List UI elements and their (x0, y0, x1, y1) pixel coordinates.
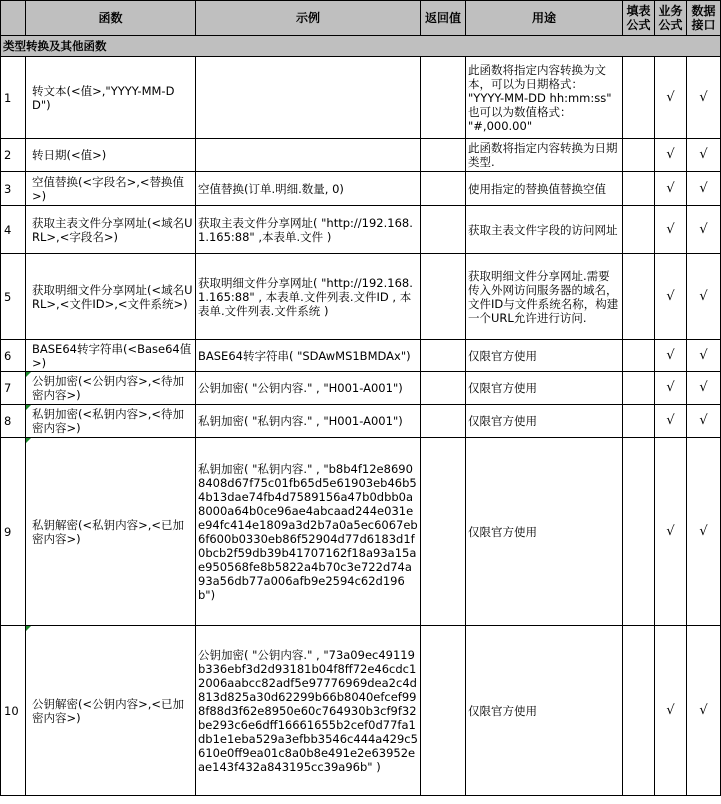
business-formula-check: √ (655, 254, 687, 340)
usage-cell: 此函数将指定内容转换为文本，可以为日期格式： "YYYY-MM-DD hh:mm:ss" 也可以为数值格式： "#,000.00" (466, 57, 623, 139)
function-cell (26, 405, 196, 438)
return-cell (421, 340, 466, 372)
business-formula-check: √ (655, 57, 687, 139)
data-interface-check: √ (687, 372, 721, 405)
row-number: 10 (1, 626, 26, 796)
table-row (1, 438, 721, 626)
example-cell: 空值替换(订单.明细.数量, 0) (196, 172, 421, 206)
fill-formula-check (623, 340, 655, 372)
header-return: 返回值 (421, 1, 466, 36)
header-num (1, 1, 26, 36)
comment-marker (26, 405, 31, 410)
fill-formula-check (623, 626, 655, 796)
return-cell (421, 57, 466, 139)
row-number: 5 (1, 254, 26, 340)
return-cell (421, 438, 466, 626)
example-cell: 公钥加密( "公钥内容." , "73a09ec49119b336ebf3d2d93181b04f8ff72e46cdc12006aabcc82adf5e97776969dea2c4d813d825a30d62299b66b8040efcef998f88d3f62e8950e60c764930b3cf9f32be293c6e6dff16661655b2cef0d77fa1db1e1eba529a3efbb3546c444a429c5610e0ff9ea01c8a0b8e491e2e63952eae143f432a843195cc39a96b" ) (196, 626, 421, 796)
header-usage: 用途 (466, 1, 623, 36)
table-row (1, 206, 721, 254)
example-cell: 公钥加密( "公钥内容." , "H001-A001") (196, 372, 421, 405)
fill-formula-check (623, 405, 655, 438)
data-interface-check: √ (687, 405, 721, 438)
function-cell (26, 438, 196, 626)
function-cell (26, 254, 196, 340)
section-row (1, 36, 721, 57)
function-text: 转日期(<值>) (32, 148, 107, 162)
data-interface-check: √ (687, 57, 721, 139)
table-row (1, 340, 721, 372)
usage-cell: 获取明细文件分享网址.需要传入外网访问服务器的域名，文件ID与文件系统名称，构建一个URL允许进行访问. (466, 254, 623, 340)
table-row (1, 372, 721, 405)
example-cell (196, 139, 421, 172)
row-number: 7 (1, 372, 26, 405)
function-cell (26, 57, 196, 139)
business-formula-check: √ (655, 139, 687, 172)
example-cell: 获取主表文件分享网址( "http://192.168.1.165:88" ,本表单.文件 ) (196, 206, 421, 254)
row-number: 2 (1, 139, 26, 172)
data-interface-check: √ (687, 340, 721, 372)
business-formula-check: √ (655, 438, 687, 626)
function-cell (26, 626, 196, 796)
business-formula-check: √ (655, 340, 687, 372)
usage-cell: 此函数将指定内容转换为日期类型. (466, 139, 623, 172)
return-cell (421, 206, 466, 254)
function-cell (26, 139, 196, 172)
usage-cell: 仅限官方使用 (466, 438, 623, 626)
data-interface-check: √ (687, 626, 721, 796)
business-formula-check: √ (655, 626, 687, 796)
business-formula-check: √ (655, 405, 687, 438)
row-number: 8 (1, 405, 26, 438)
header-function: 函数 (26, 1, 196, 36)
row-number: 6 (1, 340, 26, 372)
comment-marker (26, 438, 31, 443)
return-cell (421, 139, 466, 172)
return-cell (421, 405, 466, 438)
row-number: 9 (1, 438, 26, 626)
business-formula-check: √ (655, 172, 687, 206)
example-cell: 私钥加密( "私钥内容." , "H001-A001") (196, 405, 421, 438)
usage-cell: 仅限官方使用 (466, 626, 623, 796)
header-example: 示例 (196, 1, 421, 36)
function-text: 私钥解密(<私钥内容>,<已加密内容>) (32, 517, 185, 546)
business-formula-check: √ (655, 206, 687, 254)
function-text: 公钥加密(<公钥内容>,<待加密内容>) (32, 374, 185, 402)
fill-formula-check (623, 172, 655, 206)
usage-cell: 仅限官方使用 (466, 405, 623, 438)
fill-formula-check (623, 57, 655, 139)
example-cell (196, 57, 421, 139)
return-cell (421, 254, 466, 340)
function-text: 获取主表文件分享网址(<域名URL>,<字段名>) (32, 215, 193, 244)
row-number: 1 (1, 57, 26, 139)
data-interface-check: √ (687, 438, 721, 626)
fill-formula-check (623, 438, 655, 626)
table-row (1, 172, 721, 206)
usage-cell: 仅限官方使用 (466, 340, 623, 372)
header-fill-formula: 填表公式 (623, 1, 655, 36)
header-row (1, 1, 721, 36)
row-number: 3 (1, 172, 26, 206)
function-text: BASE64转字符串(<Base64值>) (32, 341, 192, 370)
example-cell: 获取明细文件分享网址( "http://192.168.1.165:88" , 本表单.文件列表.文件ID , 本表单.文件列表.文件系统 ) (196, 254, 421, 340)
return-cell (421, 372, 466, 405)
return-cell (421, 626, 466, 796)
business-formula-check: √ (655, 372, 687, 405)
table-row (1, 57, 721, 139)
function-text: 转文本(<值>,"YYYY-MM-DD") (32, 83, 175, 112)
function-text: 获取明细文件分享网址(<域名URL>,<文件ID>,<文件系统>) (32, 282, 193, 311)
header-business-formula: 业务公式 (655, 1, 687, 36)
usage-cell: 使用指定的替换值替换空值 (466, 172, 623, 206)
fill-formula-check (623, 372, 655, 405)
usage-cell: 获取主表文件字段的访问网址 (466, 206, 623, 254)
section-title: 类型转换及其他函数 (1, 36, 721, 57)
example-cell: 私钥加密( "私钥内容." , "b8b4f12e86908408d67f75c01fb65d5e61903eb46b54b13dae74fb4d7589156a47b0dbb0a8000a64b0ce96ae4abcaad244e031ee94fc414e1809a3d2b7a0a5ec6067eb6f600b0330eb86f52904d77d6183d1f0bcb2f59db39b41707162f18a93a15ae950568fe8b5822a4b70c3e722d74a93a56db77a006afb9e2594c62d196b") (196, 438, 421, 626)
table-row (1, 626, 721, 796)
data-interface-check: √ (687, 206, 721, 254)
return-cell (421, 172, 466, 206)
function-text: 私钥加密(<私钥内容>,<待加密内容>) (32, 407, 185, 435)
table-row (1, 405, 721, 438)
example-cell: BASE64转字符串( "SDAwMS1BMDAx") (196, 340, 421, 372)
data-interface-check: √ (687, 254, 721, 340)
function-text: 公钥解密(<公钥内容>,<已加密内容>) (32, 696, 185, 725)
data-interface-check: √ (687, 172, 721, 206)
fill-formula-check (623, 206, 655, 254)
table-row (1, 139, 721, 172)
fill-formula-check (623, 139, 655, 172)
comment-marker (26, 626, 31, 631)
header-data-interface: 数据接口 (687, 1, 721, 36)
function-text: 空值替换(<字段名>,<替换值>) (32, 174, 185, 203)
function-cell (26, 172, 196, 206)
comment-marker (26, 372, 31, 377)
usage-cell: 仅限官方使用 (466, 372, 623, 405)
table-row (1, 254, 721, 340)
row-number: 4 (1, 206, 26, 254)
function-cell (26, 340, 196, 372)
function-cell (26, 372, 196, 405)
function-cell (26, 206, 196, 254)
fill-formula-check (623, 254, 655, 340)
data-interface-check: √ (687, 139, 721, 172)
